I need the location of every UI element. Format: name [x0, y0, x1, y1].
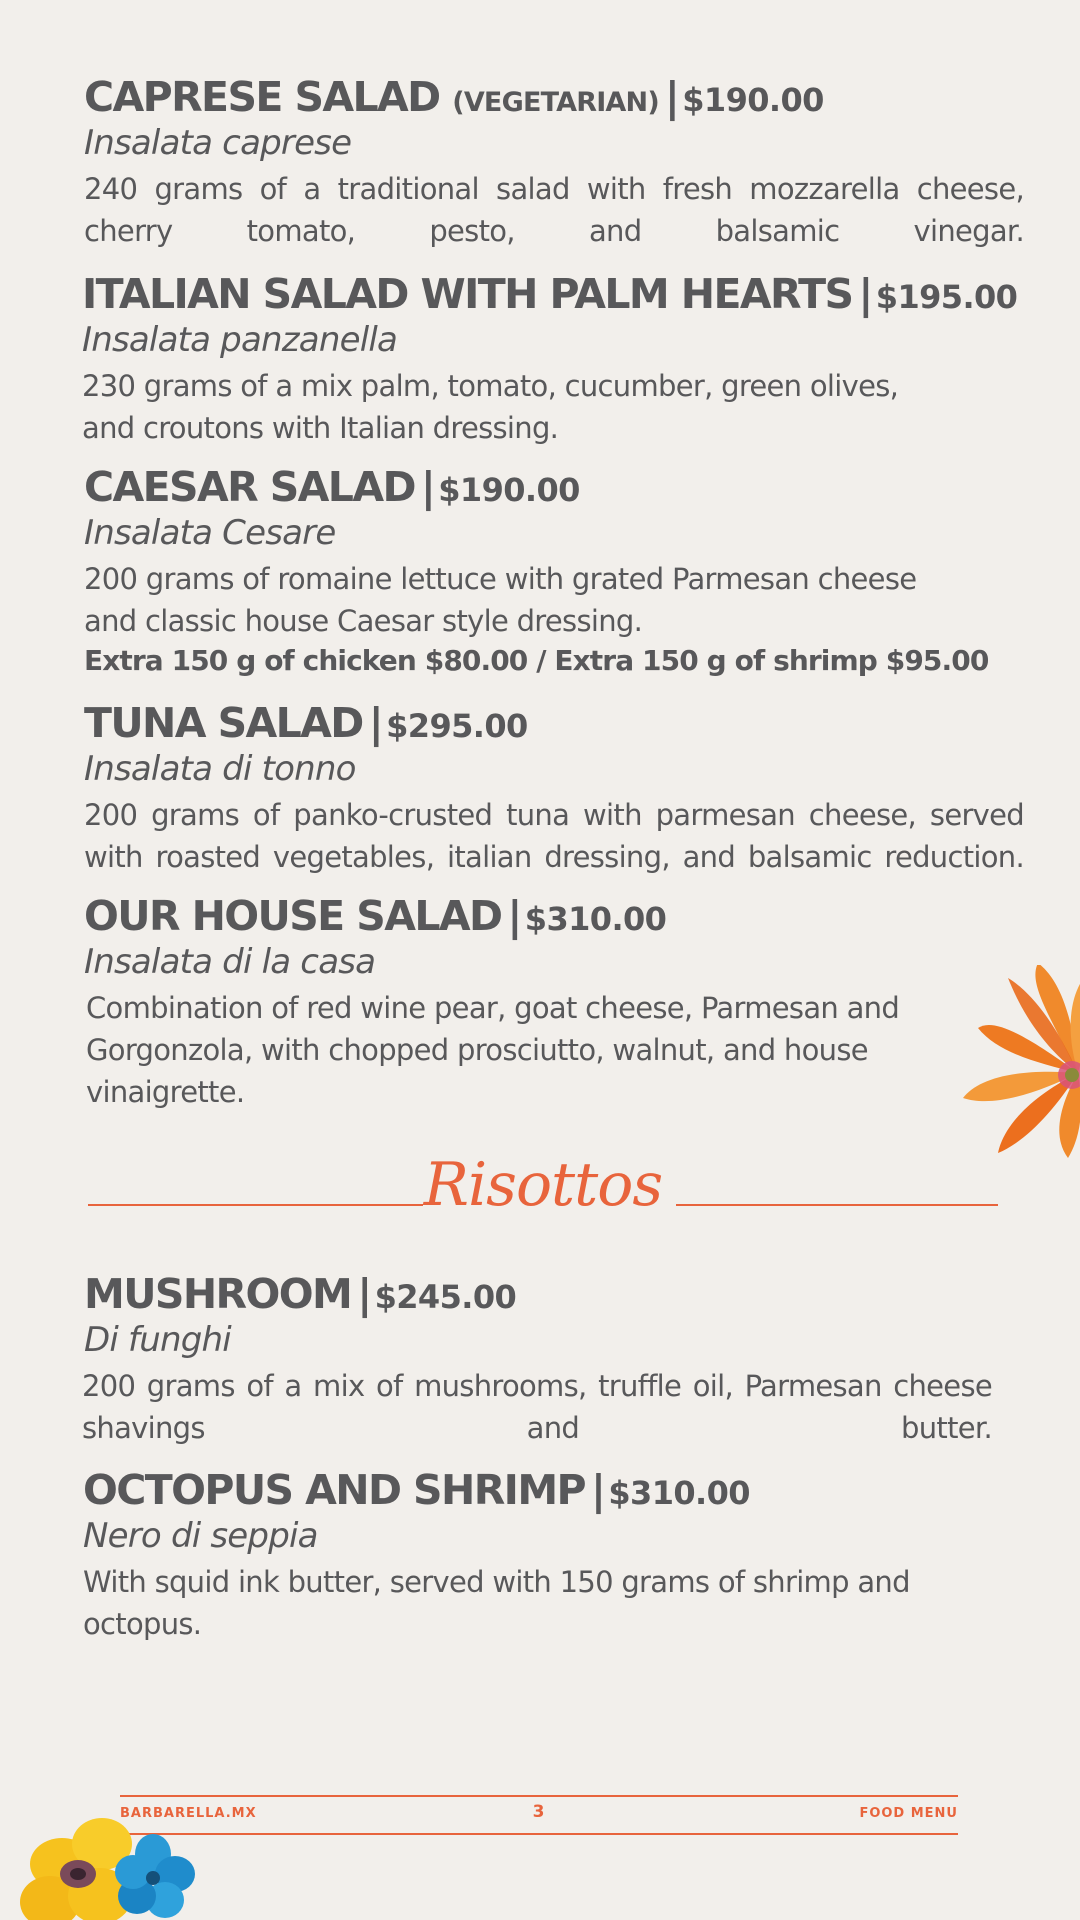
item-name: CAPRESE SALAD: [84, 73, 440, 121]
item-title: [84, 464, 1024, 511]
separator: |: [664, 73, 679, 121]
item-name: OUR HOUSE SALAD: [84, 892, 502, 940]
item-title: [83, 1467, 1023, 1514]
description-line: and classic house Caesar style dressing.: [84, 603, 643, 638]
footer-website-link[interactable]: BARBARELLA.MX: [120, 1806, 257, 1821]
item-price: $245.00: [374, 1278, 517, 1316]
item-tag: (VEGETARIAN): [452, 87, 659, 118]
item-price: $195.00: [875, 278, 1018, 316]
separator: |: [858, 270, 872, 318]
item-italian-name: Di funghi: [84, 1320, 231, 1361]
item-title: [84, 893, 1024, 940]
item-italian-name: Insalata di la casa: [84, 942, 376, 983]
item-price: $190.00: [438, 471, 580, 509]
menu-item-house-salad: [84, 893, 1024, 1113]
item-italian-name: Insalata Cesare: [84, 513, 336, 554]
item-italian-name: Nero di seppia: [83, 1516, 318, 1557]
item-price: $310.00: [608, 1474, 750, 1512]
heading-rule-right: [676, 1204, 998, 1206]
item-price: $310.00: [524, 900, 667, 938]
page-number: 3: [532, 1802, 546, 1822]
item-extras: Extra 150 g of chicken $80.00 / Extra 150 g of shrimp $95.00: [84, 643, 989, 677]
menu-item-caesar-salad: [84, 464, 1024, 677]
description-line: octopus.: [83, 1606, 202, 1641]
item-italian-name: Insalata di tonno: [84, 749, 356, 790]
item-name: MUSHROOM: [84, 1270, 352, 1318]
description-line: 230 grams of a mix palm, tomato, cucumber, green olives,: [82, 368, 899, 403]
item-description: 200 grams of a mix of mushrooms, truffle oil, Parmesan cheese shavings and butter.: [82, 1368, 992, 1445]
description-line: Gorgonzola, with chopped prosciutto, walnut, and house: [86, 1032, 868, 1067]
item-price: $190.00: [682, 81, 824, 119]
item-description: [84, 558, 1024, 642]
item-italian-name: Insalata panzanella: [82, 320, 398, 361]
item-title: [84, 74, 1024, 121]
description-line: Combination of red wine pear, goat cheese, Parmesan and: [86, 990, 900, 1025]
description-line: 200 grams of romaine lettuce with grated Parmesan cheese: [84, 561, 917, 596]
item-description: 200 grams of panko-crusted tuna with parmesan cheese, served with roasted vegetables, italian dressing, and balsamic reduction.: [84, 797, 1024, 874]
separator: |: [420, 463, 435, 511]
menu-item-mushroom-risotto: [84, 1271, 1024, 1449]
item-title: [82, 271, 1022, 318]
item-description: [83, 1561, 1023, 1645]
footer-rule-bottom: [120, 1833, 958, 1835]
separator: |: [368, 699, 383, 747]
item-title: [84, 1271, 1024, 1318]
separator: |: [357, 1270, 371, 1318]
menu-item-italian-salad: [82, 271, 1022, 449]
item-italian-name: Insalata caprese: [84, 123, 352, 164]
item-name: CAESAR SALAD: [84, 463, 415, 511]
orange-flower-icon: [950, 965, 1080, 1160]
item-description: [82, 365, 1022, 449]
item-description: [86, 987, 1024, 1113]
description-line: vinaigrette.: [86, 1074, 245, 1109]
item-title: [84, 700, 1024, 747]
yellow-blue-flowers-icon: [15, 1812, 195, 1920]
item-name: ITALIAN SALAD WITH PALM HEARTS: [82, 270, 853, 318]
page-footer: [120, 1795, 958, 1837]
menu-item-octopus-shrimp-risotto: [83, 1467, 1023, 1645]
footer-rule-top: [120, 1795, 958, 1797]
separator: |: [507, 892, 521, 940]
separator: |: [590, 1466, 605, 1514]
section-title: Risottos: [423, 1150, 663, 1220]
menu-item-tuna-salad: [84, 700, 1024, 878]
item-name: TUNA SALAD: [84, 699, 363, 747]
item-price: $295.00: [386, 707, 528, 745]
footer-label: FOOD MENU: [859, 1806, 958, 1821]
item-description: 240 grams of a traditional salad with fresh mozzarella cheese, cherry tomato, pesto, and balsamic vinegar.: [84, 171, 1024, 248]
description-line: and croutons with Italian dressing.: [82, 410, 559, 445]
description-line: With squid ink butter, served with 150 grams of shrimp and: [83, 1564, 910, 1599]
item-name: OCTOPUS AND SHRIMP: [83, 1466, 585, 1514]
section-heading-risottos: [88, 1150, 998, 1240]
menu-item-caprese-salad: [84, 74, 1024, 252]
